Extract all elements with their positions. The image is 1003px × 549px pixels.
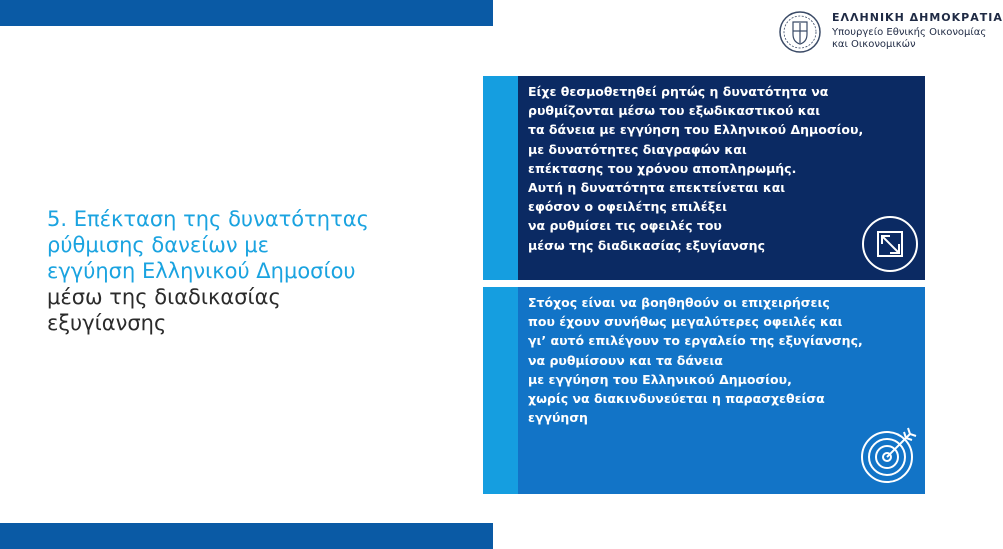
box1-text [528,82,888,255]
info-box-goal [518,287,925,494]
box1-line: Αυτή η δυνατότητα επεκτείνεται και [528,180,786,196]
ministry-logo [778,8,1003,56]
target-arrow-icon [858,424,920,486]
box2-line: χωρίς να διακινδυνεύεται η παρασχεθείσα [528,391,825,407]
box2-line: γι’ αυτό επιλέγουν το εργαλείο της εξυγίανσης, [528,333,863,349]
box2-line: που έχουν συνήθως μεγαλύτερες οφειλές και [528,314,843,330]
box2-line: με εγγύηση του Ελληνικού Δημοσίου, [528,371,792,387]
box2-line: εγγύηση [528,410,588,426]
logo-title: ΕΛΛΗΝΙΚΗ ΔΗΜΟΚΡΑΤΙΑ [832,11,1003,24]
logo-subtitle-line: Υπουργείο Εθνικής Οικονομίας [832,27,987,38]
logo-subtitle-line: και Οικονομικών [832,39,916,50]
box1-line: με δυνατότητες διαγραφών και [528,141,747,157]
heading-line: μέσω της διαδικασίας [47,285,281,309]
box2-accent-strip [483,287,518,494]
bottom-accent-bar [0,523,493,549]
box2-text [528,293,888,427]
box2-line: να ρυθμίσουν και τα δάνεια [528,352,723,368]
logo-subtitle [832,27,986,51]
box1-line: Είχε θεσμοθετηθεί ρητώς η δυνατότητα να [528,84,829,99]
info-box-guaranteed-loans [518,76,925,280]
box1-line: εφόσον ο οφειλέτης επιλέξει [528,199,727,215]
box1-line: να ρυθμίσει τις οφειλές του [528,218,722,234]
heading-highlight-line: ρύθμισης δανείων με [47,233,269,257]
resize-arrow-icon [859,213,921,275]
box1-line: μέσω της διαδικασίας εξυγίανσης [528,237,765,253]
box2-line: Στόχος είναι να βοηθηθούν οι επιχειρήσεις [528,295,830,310]
heading-highlight-line: εγγύηση Ελληνικού Δημοσίου [47,259,356,283]
slide-heading [47,206,467,336]
heading-highlight-line: 5. Επέκταση της δυνατότητας [47,207,369,231]
heading-line: εξυγίανσης [47,311,167,335]
top-accent-bar [0,0,493,26]
box1-line: τα δάνεια με εγγύηση του Ελληνικού Δημοσίου, [528,122,864,138]
box1-line: επέκτασης του χρόνου αποπληρωμής. [528,160,797,176]
box1-accent-strip [483,76,518,280]
box1-line: ρυθμίζονται μέσω του εξωδικαστικού και [528,103,821,119]
greek-emblem-icon [778,10,822,54]
